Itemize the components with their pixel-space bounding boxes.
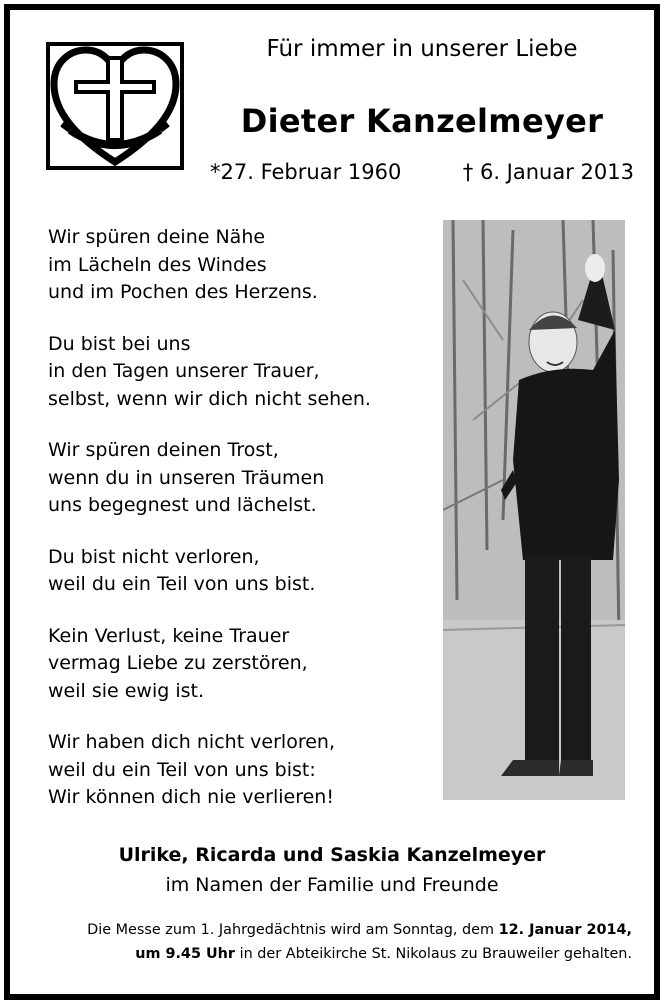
birth-date: *27. Februar 1960 — [210, 160, 402, 184]
notice-time: um 9.45 Uhr — [135, 946, 235, 962]
poem-line: uns begegnest und lächelst. — [48, 494, 317, 516]
notice-text: in der Abteikirche St. Nikolaus zu Brauweiler gehalten. — [235, 946, 632, 962]
poem-line: Wir können dich nie verlieren! — [48, 786, 334, 808]
poem-stanza — [48, 544, 438, 599]
poem-line: Wir spüren deinen Trost, — [48, 439, 279, 461]
notice-date: 12. Januar 2014, — [498, 922, 632, 938]
poem-line: im Lächeln des Windes — [48, 253, 267, 276]
poem-line: in den Tagen unserer Trauer, — [48, 360, 320, 382]
signature-names: Ulrike, Ricarda und Saskia Kanzelmeyer — [118, 844, 546, 866]
poem-line: Du bist nicht verloren, — [48, 545, 260, 568]
signature-subline: im Namen der Familie und Freunde — [165, 874, 499, 896]
poem-stanza — [48, 331, 438, 414]
poem-line: Du bist bei uns — [48, 332, 191, 355]
portrait-photo — [443, 220, 625, 800]
poem-line: Wir spüren deine Nähe — [48, 226, 266, 248]
obituary-frame — [4, 4, 660, 1000]
poem-line: und im Pochen des Herzens. — [48, 281, 318, 303]
poem-line: wenn du in unseren Träumen — [48, 466, 325, 489]
poem — [48, 224, 438, 836]
deceased-name: Dieter Kanzelmeyer — [240, 102, 604, 140]
poem-line: Wir haben dich nicht verloren, — [48, 731, 335, 753]
poem-stanza — [48, 729, 438, 812]
poem-line: selbst, wenn wir dich nicht sehen. — [48, 387, 371, 410]
mass-notice — [38, 918, 632, 966]
poem-stanza — [48, 437, 438, 520]
death-date: † 6. Januar 2013 — [462, 160, 634, 184]
poem-line: Kein Verlust, keine Trauer — [48, 624, 290, 647]
poem-line: weil du ein Teil von uns bist: — [48, 758, 316, 781]
heart-cross-anchor-icon — [46, 42, 184, 170]
notice-text: Die Messe zum 1. Jahrgedächtnis wird am Sonntag, dem — [87, 922, 499, 938]
poem-line: vermag Liebe zu zerstören, — [48, 652, 308, 674]
life-dates — [210, 160, 634, 184]
poem-stanza — [48, 623, 438, 706]
poem-line: weil du ein Teil von uns bist. — [48, 573, 316, 595]
tagline: Für immer in unserer Liebe — [266, 36, 578, 62]
poem-stanza — [48, 224, 438, 307]
poem-line: weil sie ewig ist. — [48, 679, 205, 702]
